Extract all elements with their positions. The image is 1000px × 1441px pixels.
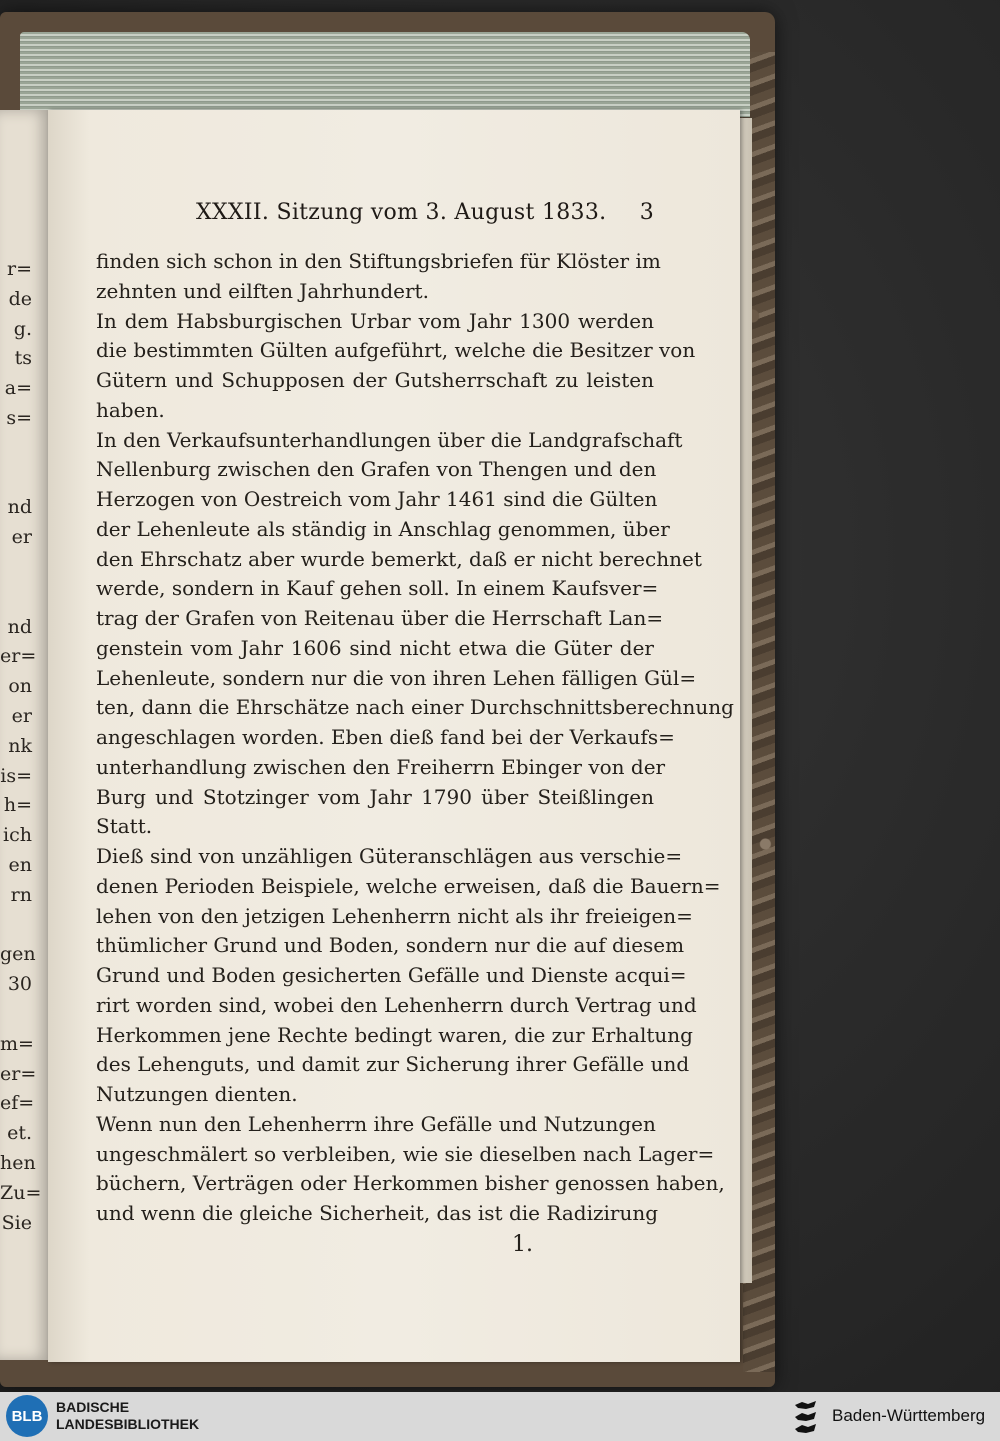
text-line: finden sich schon in den Stiftungsbriefen für Klöster im	[96, 249, 661, 273]
left-margin-fragment: hen	[0, 1151, 36, 1174]
footer-bar	[0, 1392, 1000, 1441]
text-line: In den Verkaufsunterhandlungen über die Landgrafschaft	[96, 427, 683, 452]
running-head	[196, 196, 656, 232]
left-margin-fragment	[0, 464, 32, 494]
left-margin-fragment: er=	[0, 645, 37, 668]
text-line: angeschlagen worden. Eben dieß fand bei der Verkaufs=	[96, 725, 675, 749]
left-margin-fragment: m=	[0, 1032, 34, 1055]
left-margin-fragment: s=	[6, 406, 32, 429]
left-margin-fragment: er	[11, 526, 32, 549]
left-margin-fragment: nd	[7, 496, 32, 519]
left-margin-fragment: g.	[13, 317, 32, 340]
text-line: Nellenburg zwischen den Grafen von Thengen und den	[96, 457, 657, 482]
left-margin-fragment: de	[8, 287, 32, 310]
text-line: haben.	[96, 397, 165, 422]
text-line: Grund und Boden gesicherten Gefälle und Dienste acqui=	[96, 963, 687, 987]
text-line: Lehenleute, sondern nur die von ihren Lehen fälligen Gül=	[96, 665, 697, 690]
text-line: In dem Habsburgischen Urbar vom Jahr 1300 werden	[96, 308, 654, 333]
text-line: zehnten und eilften Jahrhundert.	[96, 278, 429, 303]
left-margin-fragment	[0, 1000, 32, 1030]
text-line: ungeschmälert so verbleiben, wie sie dieselben nach Lager=	[96, 1141, 715, 1166]
body-text	[96, 247, 734, 1229]
text-line: genstein vom Jahr 1606 sind nicht etwa die Güter der	[96, 635, 654, 660]
text-line: büchern, Verträgen oder Herkommen bisher genossen haben,	[96, 1171, 725, 1196]
left-margin-fragment	[0, 583, 32, 613]
left-page-margin-text	[0, 255, 42, 1238]
text-line: Gütern und Schupposen der Gutsherrschaft zu leisten	[96, 368, 654, 392]
left-margin-fragment: Sie	[1, 1211, 32, 1234]
text-line: unterhandlung zwischen den Freiherrn Ebinger von der	[96, 754, 666, 779]
left-margin-fragment: is=	[0, 764, 32, 787]
blb-org-line2: LANDESBIBLIOTHEK	[56, 1416, 200, 1432]
blb-org-line1: BADISCHE	[56, 1399, 130, 1415]
signature-mark: 1.	[512, 1232, 533, 1257]
running-head-title: XXXII. Sitzung vom 3. August 1833.	[196, 200, 607, 225]
text-line: denen Perioden Beispiele, welche erweisen, daß die Bauern=	[96, 873, 721, 898]
left-margin-fragment: ich	[3, 824, 32, 847]
left-margin-fragment	[0, 911, 32, 941]
blb-logo-icon[interactable]: BLB	[6, 1395, 48, 1437]
text-line: Nutzungen dienten.	[96, 1082, 298, 1106]
text-line: und wenn die gleiche Sicherheit, das ist die Radizirung	[96, 1201, 659, 1225]
text-line: trag der Grafen von Reitenau über die Herrschaft Lan=	[96, 606, 664, 630]
baden-wuerttemberg-lions-icon	[792, 1399, 820, 1435]
left-margin-fragment: ef=	[0, 1092, 35, 1115]
left-margin-fragment: er=	[0, 1062, 37, 1085]
text-line: lehen von den jetzigen Lehenherrn nicht als ihr freieigen=	[96, 903, 693, 928]
left-margin-fragment: r=	[6, 258, 32, 280]
text-line: ten, dann die Ehrschätze nach einer Durchschnittsberechnung	[96, 695, 734, 720]
text-line: Dieß sind von unzähligen Güteranschlägen aus verschie=	[96, 844, 683, 868]
bw-org-name[interactable]: Baden-Württemberg	[832, 1406, 986, 1425]
left-margin-fragment: rn	[10, 883, 32, 906]
left-margin-fragment: gen	[0, 943, 36, 966]
text-line: werde, sondern in Kauf gehen soll. In einem Kaufsver=	[96, 576, 659, 601]
left-margin-fragment: 30	[7, 973, 32, 996]
left-margin-fragment: nd	[7, 615, 32, 638]
left-margin-fragment: a=	[4, 377, 32, 400]
page-edges	[20, 32, 750, 117]
left-margin-fragment: Zu=	[0, 1181, 42, 1204]
left-margin-fragment: en	[8, 853, 32, 876]
left-margin-fragment: er	[11, 704, 32, 727]
text-line: des Lehenguts, und damit zur Sicherung ihrer Gefälle und	[96, 1052, 690, 1077]
left-margin-fragment	[0, 434, 32, 464]
text-line: die bestimmten Gülten aufgeführt, welche die Besitzer von	[96, 338, 696, 363]
text-line: Statt.	[96, 814, 153, 839]
text-line: der Lehenleute als ständig in Anschlag genommen, über	[96, 516, 670, 541]
page-number: 3	[639, 200, 654, 225]
left-margin-fragment: h=	[3, 794, 32, 817]
left-margin-fragment: et.	[7, 1122, 32, 1145]
text-line: Herkommen jene Rechte bedingt waren, die zur Erhaltung	[96, 1022, 693, 1047]
text-line: den Ehrschatz aber wurde bemerkt, daß er nicht berechnet	[96, 546, 702, 571]
text-line: thümlicher Grund und Boden, sondern nur die auf diesem	[96, 933, 685, 958]
left-margin-fragment	[0, 553, 32, 583]
text-line: Herzogen von Oestreich vom Jahr 1461 sind die Gülten	[96, 487, 658, 511]
left-margin-fragment: on	[8, 675, 32, 698]
text-line: Wenn nun den Lehenherrn ihre Gefälle und Nutzungen	[96, 1111, 656, 1136]
text-line: rirt worden sind, wobei den Lehenherrn durch Vertrag und	[96, 992, 697, 1017]
left-margin-fragment: nk	[8, 734, 32, 757]
text-line: Burg und Stotzinger vom Jahr 1790 über Steißlingen	[96, 784, 654, 809]
blb-org-name[interactable]	[56, 1399, 199, 1433]
left-margin-fragment: ts	[14, 347, 32, 370]
